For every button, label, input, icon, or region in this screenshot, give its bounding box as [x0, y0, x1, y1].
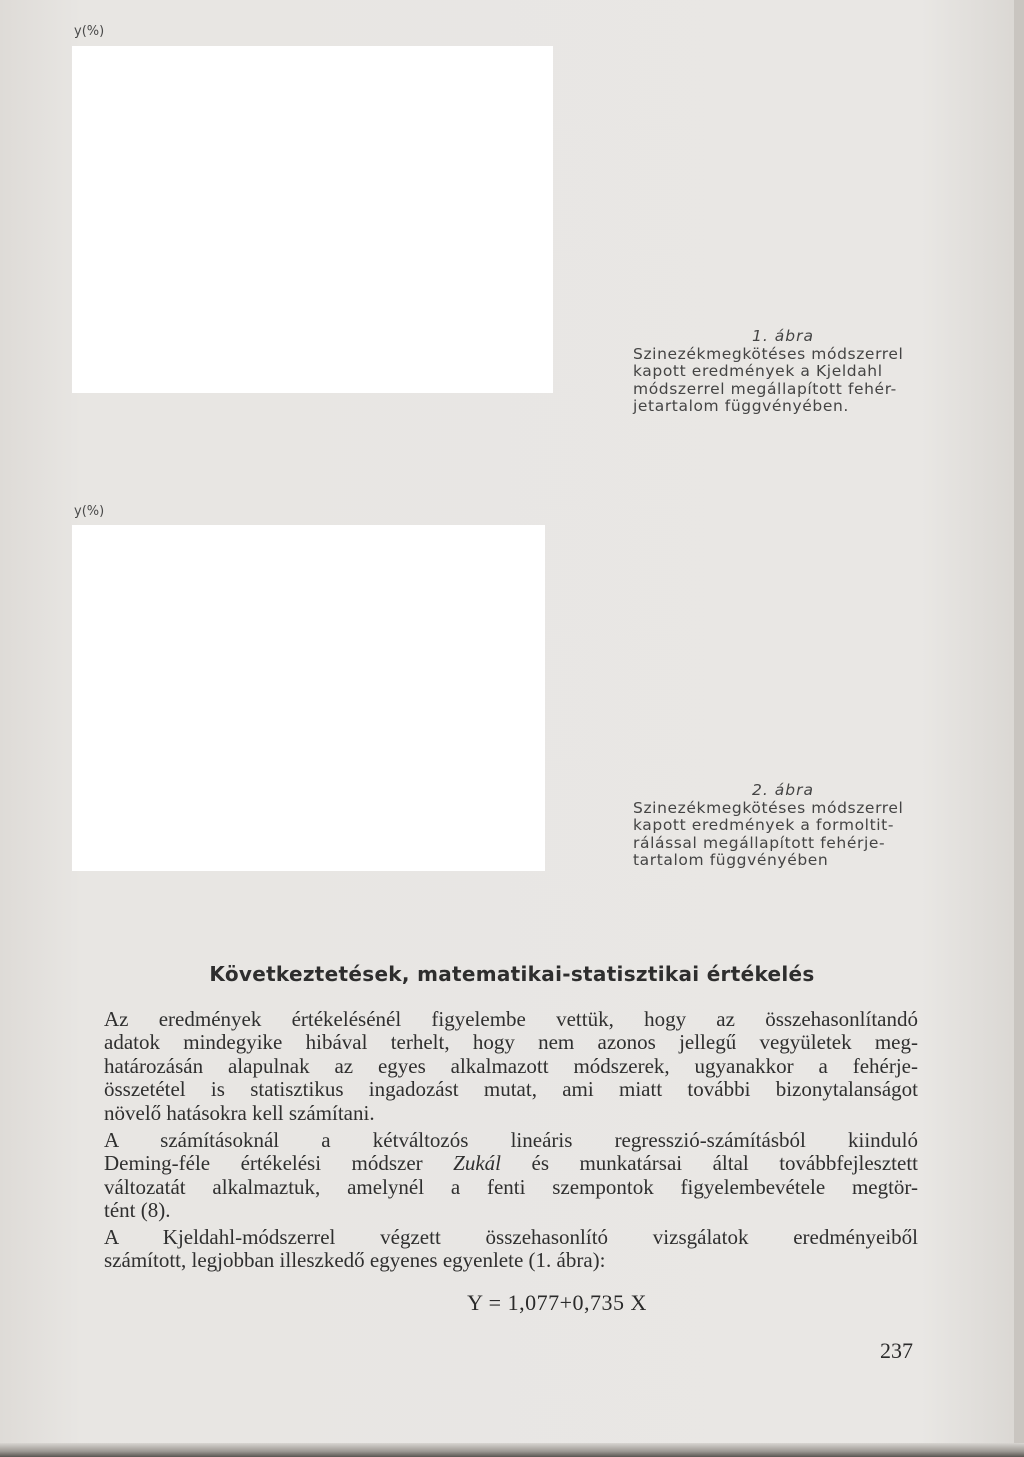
figure2-caption-line: kapott eredmények a formoltit-: [633, 816, 895, 834]
figure1-image: [72, 46, 553, 393]
paragraph-line: A számításoknál a kétváltozós lineáris regresszió-számításból kiinduló: [104, 1128, 918, 1152]
figure2-caption-title: 2. ábra: [752, 781, 814, 799]
equation-text: Y = 1,077+0,735 X: [467, 1290, 647, 1315]
paragraph-2: [104, 1129, 918, 1223]
page-number: 237: [880, 1338, 913, 1363]
figure1-caption-line: Szinezékmegkötéses módszerrel: [633, 344, 904, 363]
figure2-image: [72, 525, 545, 871]
figure1-caption-title: 1. ábra: [752, 327, 814, 345]
paragraph-1: [104, 1008, 918, 1125]
paragraph-text: Deming-féle értékelési módszer: [104, 1151, 454, 1176]
paragraph-line: határozásán alapulnak az egyes alkalmazott módszerek, ugyanakkor a fehérje-: [104, 1053, 918, 1078]
figure2-caption-line: rálással megállapított fehérje-: [633, 833, 886, 852]
section-heading: Következtetések, matematikai-statisztikai értékelés: [209, 962, 815, 986]
paragraph-line: tént (8).: [104, 1198, 171, 1223]
paragraph-text: és munkatársai által továbbfejlesztett: [501, 1151, 918, 1176]
figure2-y-axis-label: y(%): [74, 504, 105, 519]
figure1-caption-line: módszerrel megállapított fehér-: [633, 379, 897, 398]
paragraph-line: Az eredmények értékelésénél figyelembe vettük, hogy az összehasonlítandó: [104, 1007, 918, 1031]
page-edge-right: [1014, 0, 1024, 1457]
paragraph-line: adatok mindegyike hibával terhelt, hogy nem azonos jellegű vegyületek meg-: [104, 1030, 918, 1055]
paragraph-3: [104, 1226, 918, 1273]
paragraph-line: változatát alkalmaztuk, amelynél a fenti szempontok figyelembevétele megtör-: [104, 1174, 918, 1199]
paragraph-line: összetétel is statisztikus ingadozást mutat, ami miatt további bizonytalanságot: [104, 1077, 918, 1102]
paragraph-line: növelő hatásokra kell számítani.: [104, 1100, 375, 1125]
figure2-caption-line: tartalom függvényében: [633, 851, 829, 869]
paragraph-line: [104, 1152, 918, 1175]
page-edge-bottom: [0, 1443, 1024, 1457]
paragraph-line: A Kjeldahl-módszerrel végzett összehasonlító vizsgálatok eredményeiből: [104, 1225, 918, 1249]
figure1-caption-line: jetartalom függvényében.: [633, 397, 849, 415]
figure1-y-axis-label: y(%): [74, 24, 105, 39]
author-name: Zukál: [453, 1151, 502, 1176]
figure1-caption: [633, 328, 933, 416]
regression-equation: [0, 1290, 1024, 1316]
figure2-caption: [633, 782, 933, 870]
paragraph-line: számított, legjobban illeszkedő egyenes egyenlete (1. ábra):: [104, 1248, 606, 1273]
figure1-caption-line: kapott eredmények a Kjeldahl: [633, 362, 883, 380]
figure2-caption-line: Szinezékmegkötéses módszerrel: [633, 798, 904, 817]
